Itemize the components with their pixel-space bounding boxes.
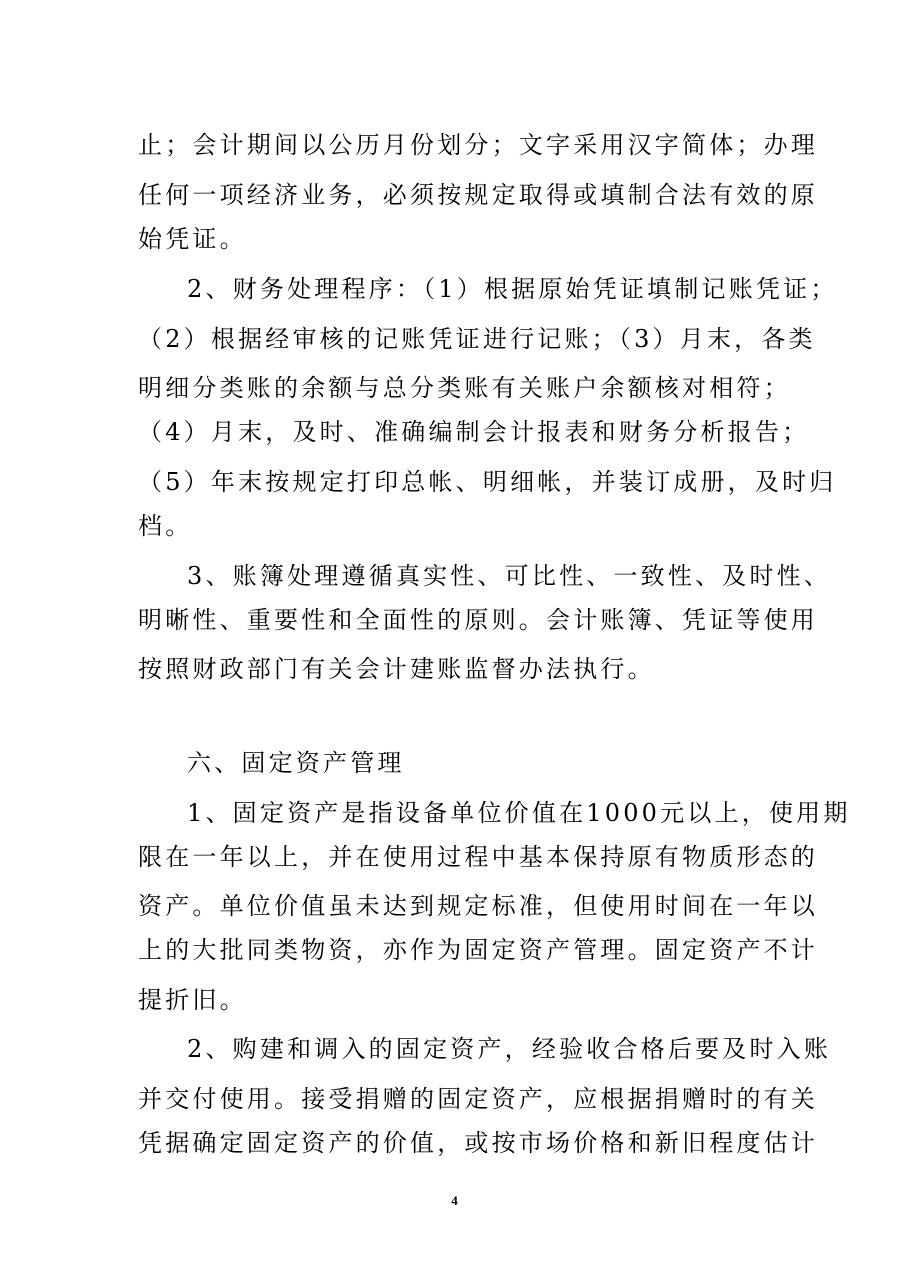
text-line: （5）年末按规定打印总帐、明细帐，并装订成册，及时归 xyxy=(138,468,837,496)
text-line: 限在一年以上，并在使用过程中基本保持原有物质形态的 xyxy=(138,843,818,871)
text-line: 凭据确定固定资产的价值，或按市场价格和新旧程度估计 xyxy=(138,1129,818,1157)
text-line: 上的大批同类物资，亦作为固定资产管理。固定资产不计 xyxy=(138,936,818,964)
text-line: 止；会计期间以公历月份划分；文字采用汉字简体；办理 xyxy=(138,131,818,159)
section-heading: 六、固定资产管理 xyxy=(187,749,405,777)
text-line: 并交付使用。接受捐赠的固定资产，应根据捐赠时的有关 xyxy=(138,1085,818,1113)
text-line: 1、固定资产是指设备单位价值在1000元以上，使用期 xyxy=(187,799,851,827)
text-line: （4）月末，及时、准确编制会计报表和财务分析报告； xyxy=(138,418,810,446)
text-line: 3、账簿处理遵循真实性、可比性、一致性、及时性、 xyxy=(187,562,832,590)
page-number: 4 xyxy=(451,1193,458,1208)
text-line: 明晰性、重要性和全面性的原则。会计账簿、凭证等使用 xyxy=(138,606,818,634)
text-line: 资产。单位价值虽未达到规定标准，但使用时间在一年以 xyxy=(138,892,818,920)
text-line: 提折旧。 xyxy=(138,986,247,1014)
text-line: 2、购建和调入的固定资产，经验收合格后要及时入账 xyxy=(187,1035,832,1063)
text-line: 2、财务处理程序：（1）根据原始凭证填制记账凭证； xyxy=(187,275,838,303)
text-line: （2）根据经审核的记账凭证进行记账；（3）月末，各类 xyxy=(138,325,816,353)
text-line: 明细分类账的余额与总分类账有关账户余额核对相符； xyxy=(138,374,791,402)
text-line: 按照财政部门有关会计建账监督办法执行。 xyxy=(138,655,655,683)
text-line: 任何一项经济业务，必须按规定取得或填制合法有效的原 xyxy=(138,181,818,209)
text-line: 档。 xyxy=(138,512,193,540)
text-line: 始凭证。 xyxy=(138,225,247,253)
